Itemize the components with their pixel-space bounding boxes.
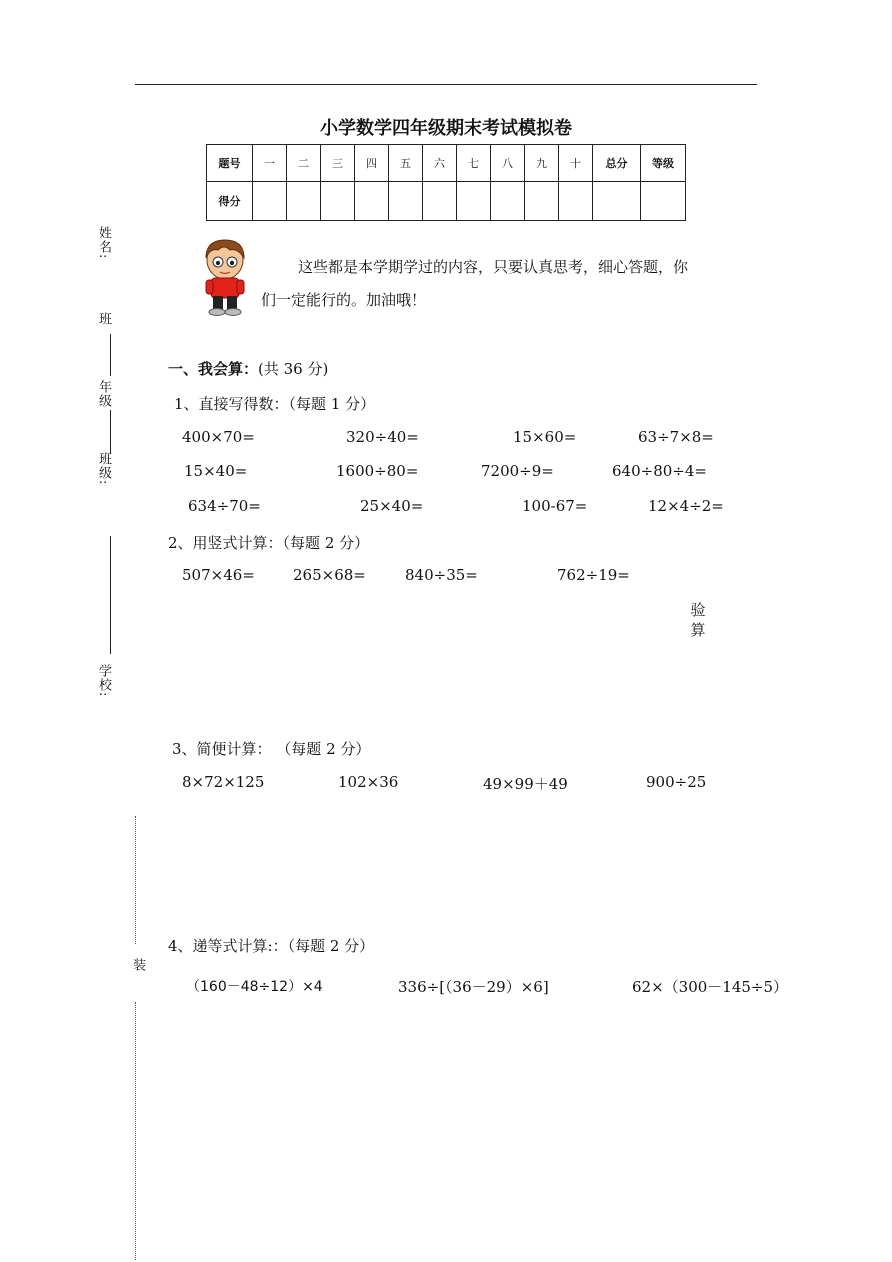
- q2-problem: 762÷19=: [557, 566, 630, 584]
- binding-dotted-line-bottom: [135, 1002, 136, 1260]
- score-cell: [525, 182, 559, 221]
- q1-problem: 634÷70=: [188, 497, 261, 515]
- binding-dotted-line-top: [135, 816, 136, 944]
- header-cell: 四: [355, 145, 389, 182]
- margin-school-label: 学校:: [96, 664, 111, 698]
- q1-problem: 25×40=: [360, 497, 424, 515]
- binding-label: 装: [130, 958, 145, 972]
- margin-grade-line: [110, 410, 111, 454]
- score-cell: [287, 182, 321, 221]
- q3-problem: 49×99＋49: [483, 775, 568, 793]
- q2-problem: 507×46=: [182, 566, 255, 584]
- score-cell: [423, 182, 457, 221]
- section-1-title: 一、我会算：: [168, 360, 259, 378]
- q3-problem: 8×72×125: [182, 773, 265, 791]
- q2-problem: 840÷35=: [405, 566, 478, 584]
- row-label-cell: 得分: [207, 182, 253, 221]
- q1-problem: 640÷80÷4=: [612, 462, 707, 480]
- top-rule: [135, 84, 757, 85]
- intro-line-1: 这些都是本学期学过的内容，只要认真思考，细心答题，你: [298, 258, 689, 276]
- cartoon-boy-icon: [200, 238, 250, 318]
- margin-class-line: [110, 334, 111, 376]
- header-cell: 三: [321, 145, 355, 182]
- q1-problem: 1600÷80=: [336, 462, 419, 480]
- margin-name-label: 姓名:: [96, 226, 111, 260]
- score-cell: [389, 182, 423, 221]
- q4-problem: 336÷[（36－29）×6]: [398, 978, 549, 996]
- margin-school-line: [110, 536, 111, 654]
- q4-problem: （160－48÷12）×4: [186, 979, 323, 995]
- header-cell: 七: [457, 145, 491, 182]
- header-cell: 总分: [593, 145, 641, 182]
- header-cell: 九: [525, 145, 559, 182]
- score-cell: [355, 182, 389, 221]
- q1-problem: 100-67=: [522, 497, 588, 515]
- margin-class2-label: 班级:: [96, 452, 111, 486]
- header-cell: 十: [559, 145, 593, 182]
- q1-problem: 320÷40=: [346, 428, 419, 446]
- q4-label: 4、递等式计算:：（每题 2 分）: [168, 937, 375, 955]
- header-cell: 等级: [641, 145, 686, 182]
- check-label: 验算: [690, 601, 706, 639]
- header-cell: 二: [287, 145, 321, 182]
- q3-problem: 102×36: [338, 773, 399, 791]
- q1-problem: 63÷7×8=: [638, 428, 714, 446]
- section-1-points: (共 36 分): [258, 360, 329, 378]
- q1-problem: 15×60=: [513, 428, 577, 446]
- header-cell: 八: [491, 145, 525, 182]
- q3-problem: 900÷25: [646, 773, 707, 791]
- q2-label: 2、用竖式计算：（每题 2 分）: [168, 534, 370, 552]
- q1-problem: 400×70=: [182, 428, 255, 446]
- score-cell: [559, 182, 593, 221]
- q1-problem: 12×4÷2=: [648, 497, 724, 515]
- header-cell: 题号: [207, 145, 253, 182]
- intro-line-2: 们一定能行的。加油哦！: [261, 291, 427, 309]
- score-cell: [641, 182, 686, 221]
- score-cell: [491, 182, 525, 221]
- margin-grade-label: 年级: [96, 380, 111, 408]
- score-table-header-row: [207, 145, 686, 182]
- score-table-score-row: [207, 182, 686, 221]
- score-cell: [457, 182, 491, 221]
- q1-problem: 15×40=: [184, 462, 248, 480]
- score-cell: [321, 182, 355, 221]
- score-table: [206, 144, 686, 221]
- q3-label: 3、简便计算： （每题 2 分）: [172, 740, 371, 758]
- header-cell: 六: [423, 145, 457, 182]
- header-cell: 五: [389, 145, 423, 182]
- score-cell: [253, 182, 287, 221]
- q4-problem: 62×（300－145÷5）: [632, 978, 789, 996]
- score-cell: [593, 182, 641, 221]
- page-title: 小学数学四年级期末考试模拟卷: [320, 118, 572, 139]
- q1-problem: 7200÷9=: [481, 462, 554, 480]
- header-cell: 一: [253, 145, 287, 182]
- q1-label: 1、直接写得数：（每题 1 分）: [174, 395, 376, 413]
- section-1-heading: [168, 358, 328, 379]
- q2-problem: 265×68=: [293, 566, 366, 584]
- margin-class-label: 班: [96, 312, 111, 326]
